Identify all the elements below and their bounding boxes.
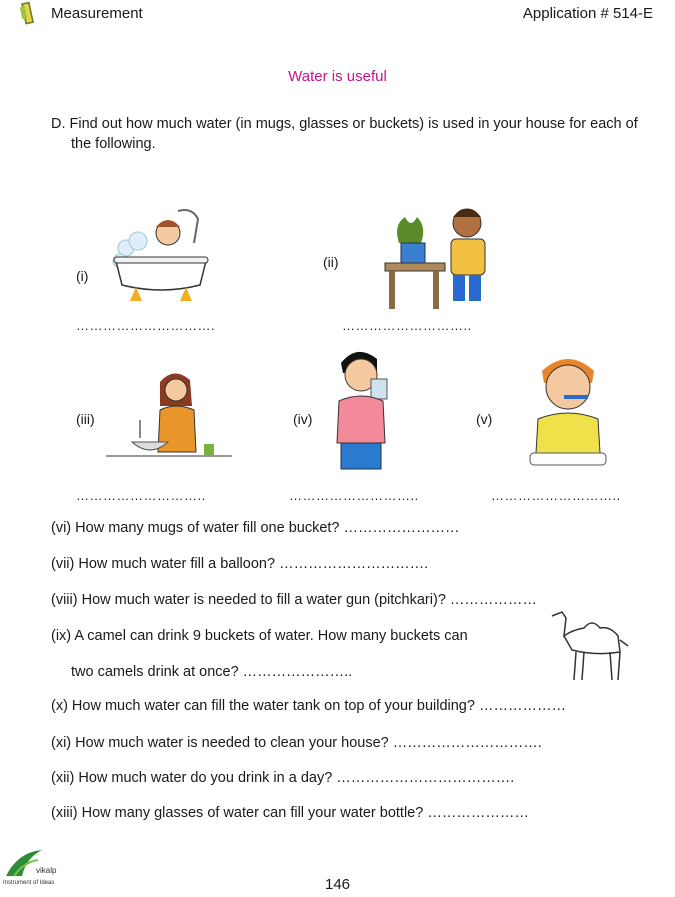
answer-dots[interactable]: ……………… <box>478 698 566 714</box>
question-text: (x) How much water can fill the water tank on top of your building? <box>51 698 475 714</box>
logo-text: vikalp <box>36 866 57 875</box>
answer-dots[interactable]: …………………………. <box>392 735 542 751</box>
item-label-iii: (iii) <box>76 411 95 427</box>
question-row <box>71 664 352 680</box>
answer-dots[interactable]: ………………………………. <box>336 770 515 786</box>
page-title: Water is useful <box>288 68 387 85</box>
answer-dots[interactable]: ………………….. <box>242 664 353 680</box>
answer-dots[interactable]: ……………… <box>449 592 537 608</box>
child-bathing-picture <box>106 203 216 308</box>
header-application: Application # 514-E <box>522 5 653 22</box>
question-row <box>51 698 566 714</box>
question-row <box>51 805 529 821</box>
boy-drinking-water-picture <box>333 345 403 471</box>
pencil-logo-icon <box>18 1 40 27</box>
question-row <box>51 628 468 644</box>
question-text: (xiii) How many glasses of water can fill your water bottle? <box>51 805 424 821</box>
question-row <box>51 520 460 536</box>
boy-brushing-teeth-picture <box>528 349 608 469</box>
header-section: Measurement <box>51 5 143 22</box>
child-watering-plant-picture <box>383 203 493 313</box>
answer-dots[interactable]: ………………… <box>427 805 529 821</box>
question-text: two camels drink at once? <box>71 664 239 680</box>
item-answer-iv[interactable]: ……………………….. <box>289 488 419 503</box>
question-row <box>51 556 428 572</box>
question-text: (ix) A camel can drink 9 buckets of water. How many buckets can <box>51 628 468 644</box>
question-text: (viii) How much water is needed to fill a water gun (pitchkari)? <box>51 592 446 608</box>
item-label-v: (v) <box>476 411 493 427</box>
question-text: (vii) How much water fill a balloon? <box>51 556 276 572</box>
answer-dots[interactable]: …………………… <box>343 520 460 536</box>
question-text: (xi) How much water is needed to clean your house? <box>51 735 389 751</box>
question-text: (vi) How many mugs of water fill one bucket? <box>51 520 340 536</box>
instruction-line-2: the following. <box>71 136 156 152</box>
item-answer-i[interactable]: …………………………. <box>76 318 216 333</box>
item-label-ii: (ii) <box>323 254 339 270</box>
answer-dots[interactable]: …………………………. <box>279 556 429 572</box>
question-row <box>51 770 514 786</box>
item-answer-v[interactable]: ……………………….. <box>491 488 621 503</box>
camel-picture <box>548 606 632 684</box>
item-label-iv: (iv) <box>293 411 313 427</box>
item-answer-ii[interactable]: ……………………….. <box>342 318 472 333</box>
instruction-line-1: D. Find out how much water (in mugs, glasses or buckets) is used in your house for each of <box>51 116 638 132</box>
item-label-i: (i) <box>76 268 89 284</box>
question-row <box>51 592 537 608</box>
item-answer-iii[interactable]: ……………………….. <box>76 488 206 503</box>
question-row <box>51 735 542 751</box>
logo-tagline: Instrument of Ideas <box>3 880 55 886</box>
woman-washing-vegetables-picture <box>104 366 234 470</box>
page-number: 146 <box>324 876 351 893</box>
question-text: (xii) How much water do you drink in a day? <box>51 770 333 786</box>
